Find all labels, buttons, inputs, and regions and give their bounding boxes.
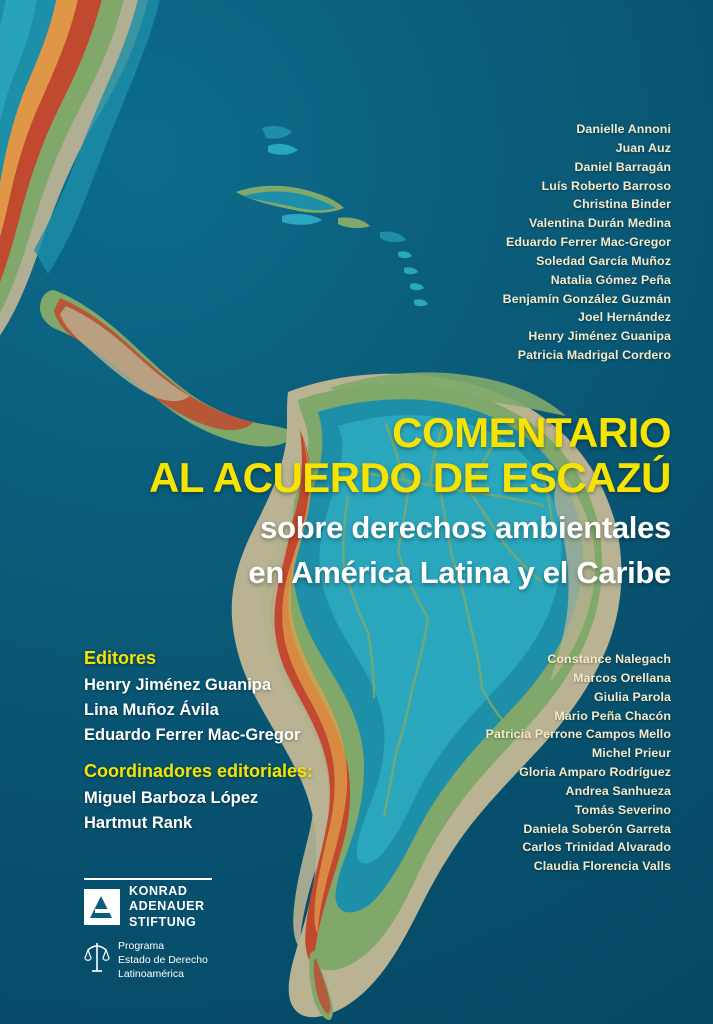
book-title-line-1: COMENTARIO (392, 409, 671, 456)
editors-heading: Editores (84, 648, 157, 668)
kas-logo-line-1: KONRAD (129, 884, 188, 898)
editorial-credits (84, 648, 313, 836)
editor-name: Eduardo Ferrer Mac-Gregor (84, 725, 301, 744)
programa-logo-text (118, 940, 208, 982)
author-name: Natalia Gómez Peña (550, 272, 671, 287)
author-name: Soledad García Muñoz (536, 253, 671, 268)
author-name: Danielle Annoni (576, 122, 671, 136)
kas-triangle-icon (84, 889, 120, 925)
author-name: Mario Peña Chacón (554, 708, 671, 723)
title-block (111, 410, 671, 591)
author-name: Gloria Amparo Rodríguez (519, 765, 671, 780)
kas-logo-rule (84, 878, 212, 880)
kas-logo-wordmark (129, 884, 205, 930)
scales-of-justice-icon (84, 940, 110, 974)
coordinator-name: Hartmut Rank (84, 814, 193, 832)
author-name: Joel Hernández (578, 310, 671, 325)
kas-logo-line-3: STIFTUNG (129, 914, 197, 929)
author-name: Giulia Parola (593, 689, 671, 704)
editor-name: Lina Muñoz Ávila (84, 700, 219, 719)
author-name: Constance Nalegach (547, 652, 671, 666)
authors-list-bottom (486, 650, 671, 876)
kas-logo (84, 884, 205, 930)
kas-logo-line-2: ADENAUER (129, 899, 205, 914)
programa-logo (84, 940, 208, 982)
book-subtitle-line-1: sobre derechos ambientales (260, 509, 671, 545)
author-name: Valentina Durán Medina (529, 216, 671, 231)
author-name: Carlos Trinidad Alvarado (522, 840, 671, 855)
programa-line-1: Programa (118, 940, 165, 952)
programa-line-3: Latinoamérica (118, 967, 184, 980)
coordinator-name: Miguel Barboza López (84, 789, 259, 808)
authors-list-top (503, 120, 671, 365)
author-name: Claudia Florencia Valls (533, 859, 671, 874)
author-name: Andrea Sanhueza (565, 783, 671, 798)
author-name: Michel Prieur (591, 746, 671, 761)
coordinators-heading: Coordinadores editoriales: (84, 761, 314, 782)
book-title-line-2: AL ACUERDO DE ESCAZÚ (148, 454, 671, 502)
author-name: Juan Auz (615, 140, 671, 155)
author-name: Benjamín González Guzmán (502, 291, 671, 306)
book-subtitle-line-2: en América Latina y el Caribe (248, 554, 671, 590)
author-name: Daniel Barragán (574, 159, 671, 174)
author-name: Luís Roberto Barroso (541, 178, 671, 193)
author-name: Daniela Soberón Garreta (523, 821, 671, 836)
editor-name: Henry Jiménez Guanipa (84, 676, 272, 694)
author-name: Henry Jiménez Guanipa (528, 329, 671, 344)
author-name: Marcos Orellana (573, 670, 671, 685)
author-name: Patricia Perrone Campos Mello (485, 727, 671, 742)
author-name: Eduardo Ferrer Mac-Gregor (506, 235, 671, 250)
author-name: Patricia Madrigal Cordero (517, 348, 671, 363)
author-name: Christina Binder (573, 197, 671, 212)
author-name: Tomás Severino (574, 802, 671, 817)
programa-line-2: Estado de Derecho (118, 953, 208, 966)
